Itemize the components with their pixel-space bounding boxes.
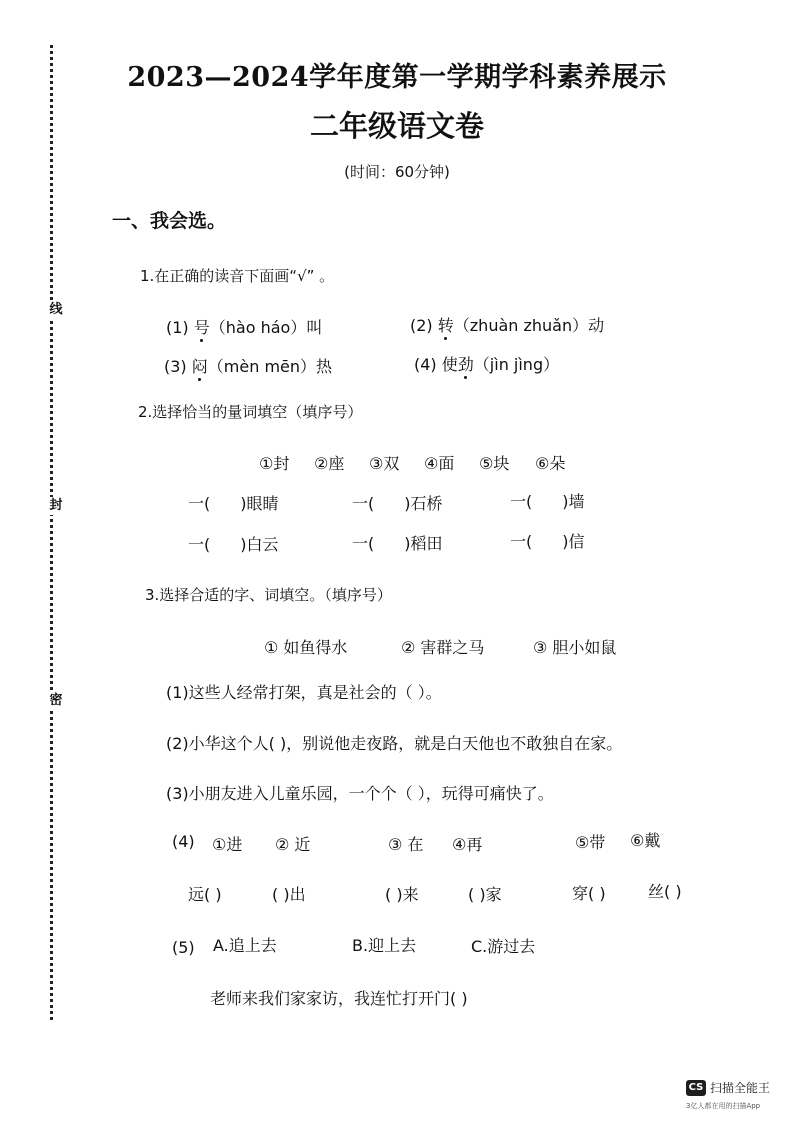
q2-blank-item: 一( )白云 — [188, 535, 279, 554]
section-title: 一、我会选。 — [112, 210, 227, 232]
q3-sentence-3: (3)小朋友进入儿童乐园，一个个（ ），玩得可痛快了。 — [166, 784, 554, 803]
q3-s4-blank: ( )家 — [468, 885, 502, 904]
q2-blank-item: 一( )墙 — [510, 492, 585, 511]
q3-s4-blank: ( )出 — [272, 885, 306, 904]
q3-s4-blank: 穿( ) — [572, 884, 606, 903]
q3-s5-sentence: 老师来我们家家访，我连忙打开门( ) — [210, 989, 468, 1008]
q2-blank-item: 一( )眼睛 — [188, 494, 279, 513]
q3-option: ① 如鱼得水 — [264, 638, 348, 657]
q1-item-2-char: 转 — [438, 313, 454, 336]
q1-item-1: (1) 号（hào háo）叫 — [166, 315, 322, 338]
exam-title: 2023—2024学年度第一学期学科素养展示 — [127, 62, 667, 93]
exam-subtitle: 二年级语文卷 — [309, 109, 484, 143]
scanner-app-name: 扫描全能王 — [710, 1081, 771, 1095]
margin-char-xian: 线 — [46, 301, 66, 319]
q3-sentence-2: (2)小华这个人( )，别说他走夜路，就是白天他也不敢独自在家。 — [166, 734, 623, 753]
q2-blank-item: 一( )石桥 — [352, 494, 443, 513]
q3-option: ③ 胆小如鼠 — [533, 638, 617, 657]
q3-s5-option-a: A.追上去 — [213, 936, 277, 955]
q2-option: ①封 — [259, 454, 290, 473]
q3-s4-option: ⑤带 — [575, 833, 606, 852]
binding-margin-line — [50, 45, 53, 1020]
q1-item-3-char: 闷 — [192, 354, 208, 377]
q3-s5-option-c: C.游过去 — [471, 937, 536, 956]
scanner-app-tagline: 3亿人都在用的扫描App — [686, 1102, 761, 1110]
q2-blank-item: 一( )稻田 — [352, 534, 443, 553]
q3-s5-option-b: B.迎上去 — [352, 936, 417, 955]
q1-item-2: (2) 转（zhuàn zhuǎn）动 — [410, 313, 604, 336]
q2-option: ②座 — [314, 454, 345, 473]
q2-option: ③双 — [369, 454, 400, 473]
q3-s5-number: (5) — [172, 938, 195, 957]
q2-title: 2.选择恰当的量词填空（填序号） — [138, 403, 363, 421]
q2-option: ⑥朵 — [535, 454, 566, 473]
q3-s4-blank: ( )来 — [385, 885, 419, 904]
q2-option: ④面 — [424, 454, 455, 473]
q3-s4-number: (4) — [172, 832, 195, 851]
q3-s4-blank: 远( ) — [188, 885, 222, 904]
q3-s4-option: ⑥戴 — [630, 831, 661, 850]
q1-item-4-char: 劲 — [458, 352, 474, 375]
q3-s4-blank: 丝( ) — [648, 882, 682, 901]
q3-title: 3.选择合适的字、词填空。（填序号） — [145, 586, 392, 604]
q2-blank-item: 一( )信 — [510, 532, 585, 551]
q2-option: ⑤块 — [479, 454, 510, 473]
q1-title: 1.在正确的读音下面画“√” 。 — [140, 267, 335, 285]
q3-option: ② 害群之马 — [401, 638, 485, 657]
q3-sentence-1: (1)这些人经常打架，真是社会的（ ）。 — [166, 683, 442, 702]
q3-s4-option: ② 近 — [275, 835, 311, 854]
q3-s4-option: ③ 在 — [388, 835, 424, 854]
q3-s4-option: ①进 — [212, 835, 243, 854]
margin-char-feng: 封 — [46, 497, 66, 515]
exam-time: (时间：60分钟) — [344, 163, 450, 181]
q1-item-3: (3) 闷（mèn mēn）热 — [164, 354, 332, 377]
q1-item-4: (4) 使劲（jìn jìng） — [414, 352, 559, 375]
margin-char-mi: 密 — [46, 692, 66, 710]
q1-item-1-char: 号 — [194, 315, 210, 338]
q3-s4-option: ④再 — [452, 835, 483, 854]
scanner-logo-icon: CS — [686, 1080, 706, 1096]
